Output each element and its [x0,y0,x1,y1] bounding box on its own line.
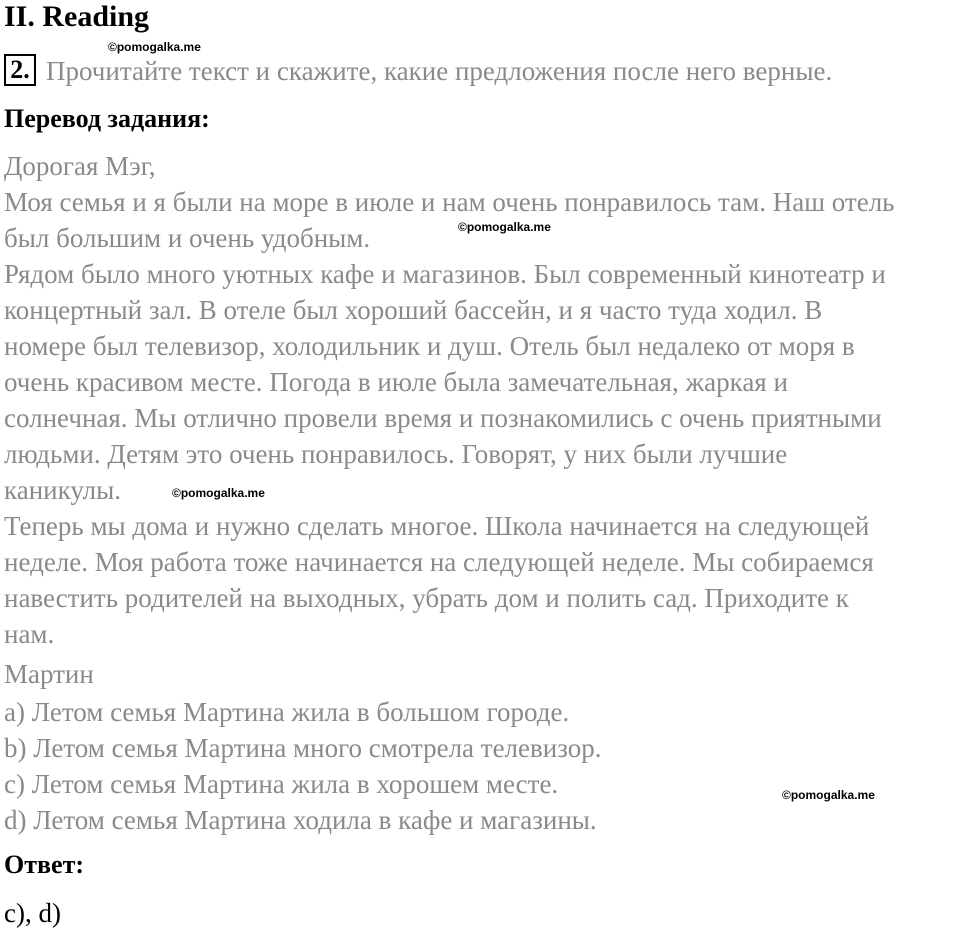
letter-line: был большим и очень удобным. [4,223,371,253]
letter-line: неделе. Моя работа тоже начинается на следующей неделе. Мы собираемся [4,547,874,577]
watermark: ©pomogalka.me [782,788,875,802]
watermark: ©pomogalka.me [172,486,265,500]
letter-line: каникулы. [4,475,122,505]
letter-line: концертный зал. В отеле был хороший бассейн, и я часто туда ходил. В [4,295,823,325]
letter-line: Рядом было много уютных кафе и магазинов. Был современный кинотеатр и [4,259,886,289]
answer-text: c), d) [4,898,61,928]
statement-item: c) Летом семья Мартина жила в хорошем месте. [4,769,559,799]
answer-heading: Ответ: [4,850,85,879]
letter-line: Теперь мы дома и нужно сделать многое. Школа начинается на следующей [4,511,870,541]
translation-heading: Перевод задания: [4,104,210,133]
watermark: ©pomogalka.me [108,40,201,54]
letter-line: очень красивом месте. Погода в июле была замечательная, жаркая и [4,367,788,397]
statement-item: d) Летом семья Мартина ходила в кафе и магазины. [4,805,597,835]
task-number: 2. [4,54,36,86]
statement-item: b) Летом семья Мартина много смотрела телевизор. [4,733,602,763]
letter-line: Моя семья и я были на море в июле и нам очень понравилось там. Наш отель [4,187,895,217]
letter-line: нам. [4,619,55,649]
letter-signature: Мартин [4,659,94,689]
section-title: II. Reading [4,0,150,33]
task-instruction: Прочитайте текст и скажите, какие предложения после него верные. [46,56,833,86]
letter-line: солнечная. Мы отлично провели время и познакомились с очень приятными [4,403,882,433]
letter-greeting: Дорогая Мэг, [4,151,156,181]
statement-item: a) Летом семья Мартина жила в большом городе. [4,697,570,727]
letter-line: номере был телевизор, холодильник и душ. Отель был недалеко от моря в [4,331,855,361]
letter-line: навестить родителей на выходных, убрать дом и полить сад. Приходите к [4,583,849,613]
statements-list [4,694,956,838]
letter-line: людьми. Детям это очень понравилось. Говорят, у них были лучшие [4,439,788,469]
watermark: ©pomogalka.me [458,220,551,234]
